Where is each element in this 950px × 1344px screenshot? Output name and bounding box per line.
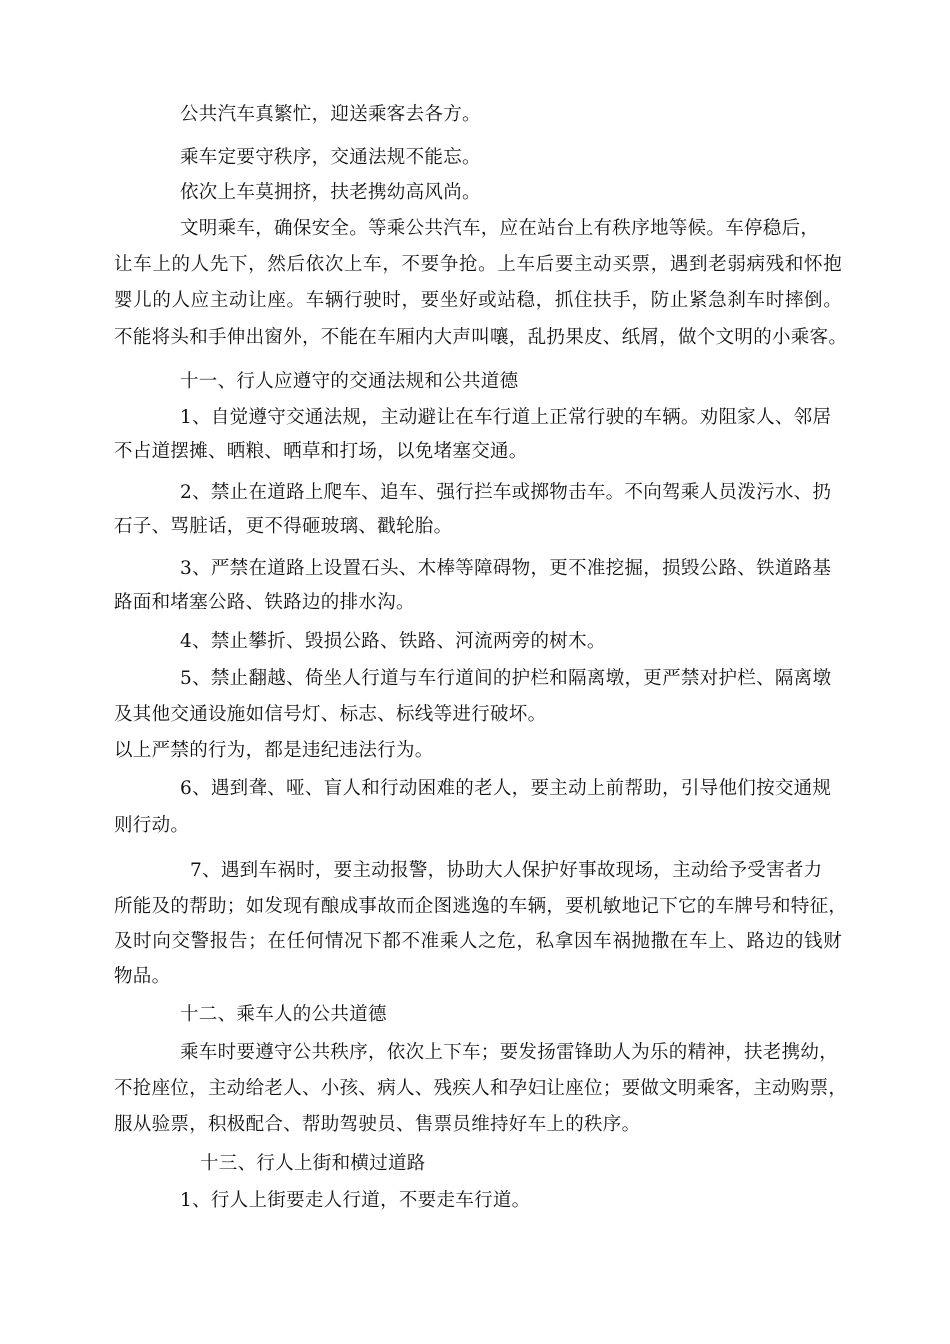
verse-line: 依次上车莫拥挤，扶老携幼高风尚。 bbox=[180, 182, 481, 203]
paragraph-line: 石子、骂脏话，更不得砸玻璃、戳轮胎。 bbox=[114, 516, 453, 537]
paragraph-line: 2、禁止在道路上爬车、追车、强行拦车或掷物击车。不向驾乘人员泼污水、扔 bbox=[180, 482, 832, 503]
paragraph-line: 婴儿的人应主动让座。车辆行驶时，要坐好或站稳，抓住扶手，防止紧急刹车时摔倒。 bbox=[114, 290, 842, 311]
section-heading: 十三、行人上街和横过道路 bbox=[200, 1153, 426, 1174]
paragraph-line: 及时向交警报告；在任何情况下都不准乘人之危，私拿因车祸抛撒在车上、路边的钱财 bbox=[114, 931, 842, 952]
paragraph-line: 3、严禁在道路上设置石头、木棒等障碍物，更不准挖掘，损毁公路、铁道路基 bbox=[180, 558, 832, 579]
paragraph-line: 1、自觉遵守交通法规，主动避让在车行道上正常行驶的车辆。劝阻家人、邻居 bbox=[180, 407, 832, 428]
paragraph-line: 物品。 bbox=[114, 966, 171, 987]
paragraph-line: 1、行人上街要走人行道，不要走车行道。 bbox=[180, 1190, 531, 1211]
paragraph-line: 不能将头和手伸出窗外，不能在车厢内大声叫嚷，乱扔果皮、纸屑，做个文明的小乘客。 bbox=[114, 327, 848, 348]
paragraph-line: 路面和堵塞公路、铁路边的排水沟。 bbox=[114, 592, 415, 613]
paragraph-line: 乘车时要遵守公共秩序，依次上下车；要发扬雷锋助人为乐的精神，扶老携幼， bbox=[180, 1042, 839, 1063]
paragraph-line: 5、禁止翻越、倚坐人行道与车行道间的护栏和隔离墩，更严禁对护栏、隔离墩 bbox=[180, 668, 832, 689]
paragraph-line: 所能及的帮助；如发现有酿成事故而企图逃逸的车辆，要机敏地记下它的车牌号和特征， bbox=[114, 896, 848, 917]
paragraph-line: 及其他交通设施如信号灯、标志、标线等进行破坏。 bbox=[114, 704, 547, 725]
verse-line: 乘车定要守秩序，交通法规不能忘。 bbox=[180, 147, 481, 168]
paragraph-line: 以上严禁的行为，都是违纪违法行为。 bbox=[114, 740, 434, 761]
paragraph-line: 文明乘车，确保安全。等乘公共汽车，应在站台上有秩序地等候。车停稳后， bbox=[180, 218, 820, 239]
section-heading: 十二、乘车人的公共道德 bbox=[180, 1004, 387, 1025]
paragraph-line: 让车上的人先下，然后依次上车，不要争抢。上车后要主动买票，遇到老弱病残和怀抱 bbox=[114, 254, 842, 275]
paragraph-line: 服从验票，积极配合、帮助驾驶员、售票员维持好车上的秩序。 bbox=[114, 1114, 641, 1135]
paragraph-line: 不抢座位，主动给老人、小孩、病人、残疾人和孕妇让座位；要做文明乘客，主动购票， bbox=[114, 1078, 848, 1099]
verse-line: 公共汽车真繁忙，迎送乘客去各方。 bbox=[180, 104, 481, 125]
paragraph-line: 4、禁止攀折、毁损公路、铁路、河流两旁的树木。 bbox=[180, 631, 606, 652]
section-heading: 十一、行人应遵守的交通法规和公共道德 bbox=[180, 371, 519, 392]
paragraph-line: 6、遇到聋、哑、盲人和行动困难的老人，要主动上前帮助，引导他们按交通规 bbox=[180, 778, 832, 799]
paragraph-line: 不占道摆摊、晒粮、晒草和打场，以免堵塞交通。 bbox=[114, 441, 528, 462]
paragraph-line: 则行动。 bbox=[114, 815, 190, 836]
paragraph-line: 7、遇到车祸时，要主动报警，协助大人保护好事故现场，主动给予受害者力 bbox=[190, 860, 823, 881]
